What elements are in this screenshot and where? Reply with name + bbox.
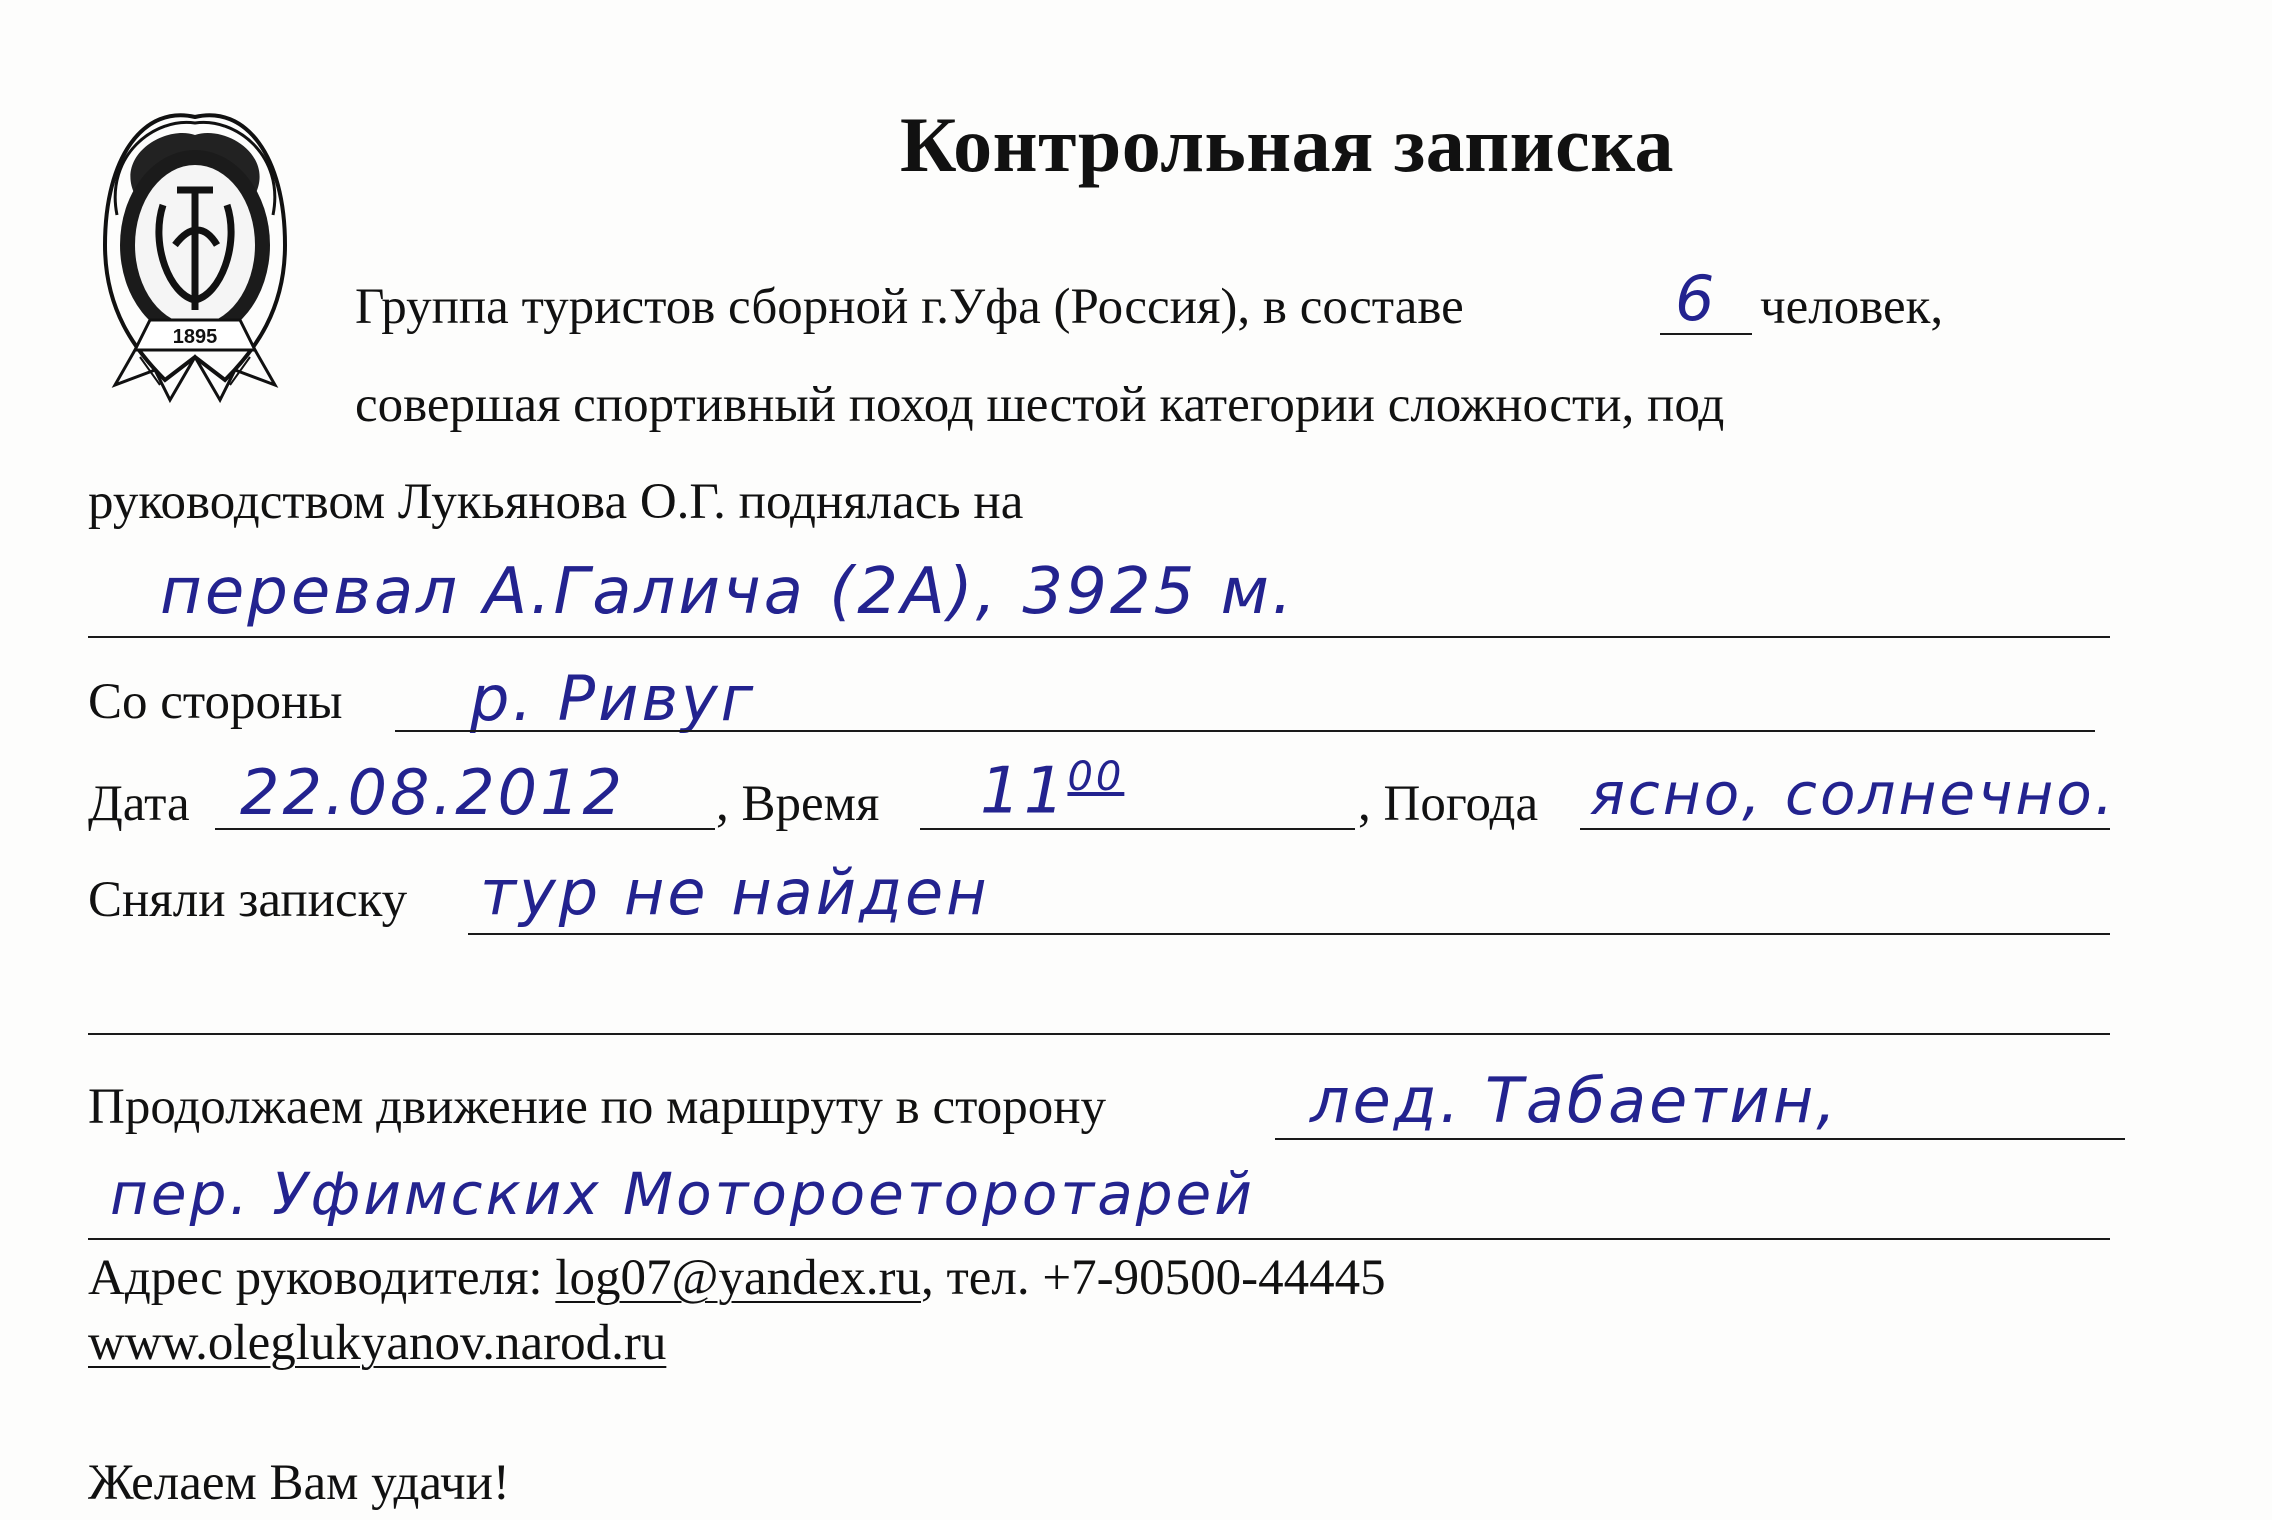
email-link[interactable]: log07@yandex.ru xyxy=(555,1250,921,1306)
summit-rule xyxy=(88,636,2110,638)
leader-line: руководством Лукьянова О.Г. поднялась на xyxy=(88,474,1024,530)
address-label: Адрес руководителя: xyxy=(88,1250,543,1306)
continue-rule-1 xyxy=(1275,1138,2125,1140)
group-line-suffix: человек, xyxy=(1760,279,1944,335)
contact-line xyxy=(88,1250,1386,1306)
from-side-value: р. Ривуг xyxy=(470,662,757,735)
emblem-year: 1895 xyxy=(172,326,218,348)
removed-note-label: Сняли записку xyxy=(88,872,408,928)
weather-rule xyxy=(1580,828,2110,830)
website-link[interactable]: www.oleglukyanov.narod.ru xyxy=(88,1315,667,1371)
date-value: 22.08.2012 xyxy=(240,756,625,829)
date-label: Дата xyxy=(88,776,190,832)
weather-value: ясно, солнечно. xyxy=(1590,760,2117,828)
from-side-label: Со стороны xyxy=(88,674,343,730)
group-line-prefix: Группа туристов сборной г.Уфа (Россия), в составе xyxy=(355,279,1464,335)
continue-value-2: пер. Уфимских Мотороеторотарей xyxy=(110,1160,1255,1228)
time-rule xyxy=(920,828,1355,830)
closing-text: Желаем Вам удачи! xyxy=(88,1455,510,1511)
time-value xyxy=(980,754,1125,829)
removed-note-value: тур не найден xyxy=(480,856,990,929)
time-minutes: 00 xyxy=(1067,754,1125,800)
continue-rule-2 xyxy=(88,1238,2110,1240)
date-rule xyxy=(215,828,715,830)
continue-label: Продолжаем движение по маршруту в сторону xyxy=(88,1079,1107,1135)
tourist-club-emblem-icon xyxy=(95,95,295,425)
page-title: Контрольная записка xyxy=(900,101,1674,188)
time-label: , Время xyxy=(716,776,880,832)
weather-label: , Погода xyxy=(1358,776,1539,832)
removed-note-rule xyxy=(468,933,2110,935)
time-hours: 11 xyxy=(980,754,1068,829)
phone-text: , тел. +7-90500-44445 xyxy=(921,1250,1386,1306)
continue-value-1: лед. Табаетин, xyxy=(1310,1064,1839,1137)
from-side-rule xyxy=(395,730,2095,732)
blank-rule xyxy=(88,1033,2110,1035)
members-count-value: 6 xyxy=(1675,262,1718,335)
summit-value: перевал А.Галича (2А), 3925 м. xyxy=(160,555,1296,629)
hike-category-line: совершая спортивный поход шестой категории сложности, под xyxy=(355,377,1725,433)
